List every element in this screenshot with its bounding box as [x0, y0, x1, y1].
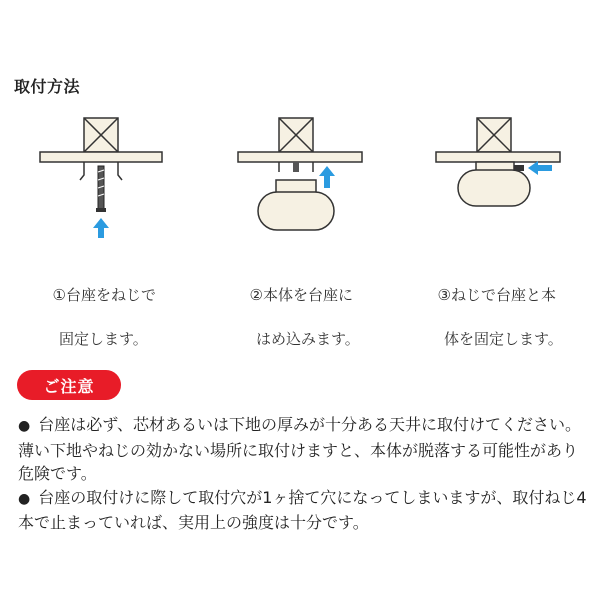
bullet-icon: ●	[18, 418, 31, 434]
step-3-text	[428, 262, 563, 372]
step-2-line2: はめ込みます。	[256, 330, 360, 348]
diagram-step-1	[40, 118, 162, 238]
installation-diagrams	[0, 105, 600, 255]
caution-badge: ご注意	[17, 370, 121, 400]
section-title: 取付方法	[14, 77, 81, 96]
step-1-text	[43, 262, 156, 372]
caution-notes	[18, 413, 588, 535]
step-2-text	[240, 262, 360, 372]
step-1-line2: 固定します。	[59, 330, 148, 348]
diagram-step-3	[436, 118, 560, 206]
bullet-icon: ●	[18, 490, 31, 507]
step-2-line1: ②本体を台座に	[249, 286, 353, 304]
step-3-line1: ③ねじで台座と本	[437, 286, 556, 304]
caution-item: ● 台座の取付けに際して取付穴が1ヶ捨て穴になってしまいますが、取付ねじ4本で止まっていれば、実用上の強度は十分です。	[18, 487, 587, 532]
diagram-step-2	[238, 118, 362, 230]
step-1-line1: ①台座をねじで	[52, 286, 156, 304]
caution-item: ● 台座は必ず、芯材あるいは下地の厚みが十分ある天井に取付けてください。薄い下地やねじの効かない場所に取付けますと、本体が脱落する可能性があり危険です。	[18, 415, 581, 483]
step-3-line2: 体を固定します。	[444, 330, 563, 348]
